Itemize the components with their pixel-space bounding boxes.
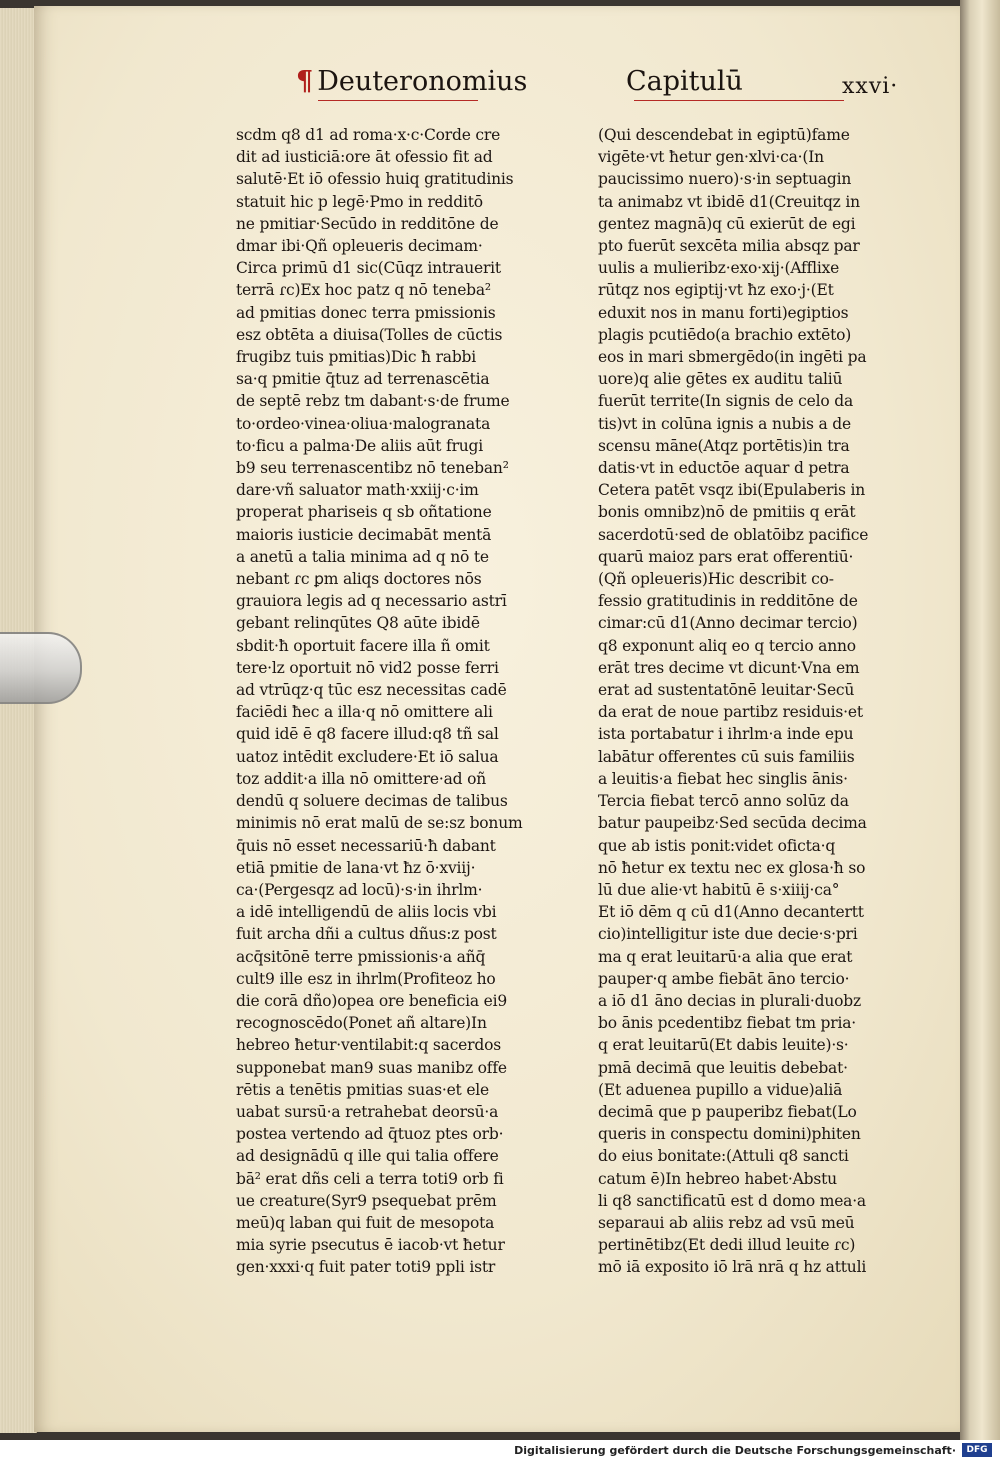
text-line: to·ficu a palma·De aliis aūt frugi: [236, 436, 484, 455]
text-line: rētis a tenētis pmitias suas·et ele: [236, 1080, 490, 1099]
page-clip: [0, 632, 82, 704]
rubric-rule-right: [634, 100, 844, 101]
text-line: ma q erat leuitarū·a alia que erat: [598, 947, 853, 966]
running-head-left: [296, 66, 527, 97]
text-line: postea vertendo ad q̄tuoz ptes orb·: [236, 1125, 504, 1144]
text-line: quid idē ē q8 facere illud:q8 tñ sal: [236, 725, 499, 744]
text-line: Cetera patēt vsqz ibi(Epulaberis in: [598, 481, 866, 500]
text-line: dit ad iusticiā:ore āt ofessio fit ad: [236, 148, 493, 167]
text-line: bā² erat dñs celi a terra toti9 orb fi: [236, 1169, 504, 1188]
text-line: terrā ɾc)Ex hoc patz q nō teneba²: [236, 281, 491, 300]
text-line: que ab istis ponit:videt oficta·q: [598, 836, 836, 855]
text-line: tis)vt in colūna ignis a nubis a de: [598, 414, 851, 433]
funding-credit: Digitalisierung gefördert durch die Deutsche Forschungsgemeinschaft·: [514, 1444, 956, 1457]
pilcrow-mark: ¶: [296, 66, 314, 97]
text-line: statuit hic p legē·Pmo in redditō: [236, 192, 483, 211]
chapter-title: Capitulū: [626, 66, 743, 97]
text-line: paucissimo nuero)·s·in septuagin: [598, 170, 852, 189]
text-line: uulis a mulieribz·exo·xij·(Afflixe: [598, 259, 840, 278]
text-line: uore)q alie gētes ex auditu taliū: [598, 370, 843, 389]
text-line: acq̄sitōnē terre pmissionis·a añq̄: [236, 947, 486, 966]
text-line: fuerūt territe(In signis de celo da: [598, 392, 854, 411]
text-line: pto fuerūt sexcēta milia absqz par: [598, 237, 860, 256]
text-line: dare·vñ saluator math·xxiij·c·im: [236, 481, 479, 500]
text-line: cult9 ille esz in ihrlm(Profiteoz ho: [236, 969, 496, 988]
text-line: etiā pmitie de lana·vt ħz ō·xviij·: [236, 858, 476, 877]
text-line: erat ad sustentatōnē leuitar·Secū: [598, 681, 855, 700]
rubric-rule-left: [318, 100, 478, 101]
text-line: bo ānis pcedentibz fiebat tm pria·: [598, 1014, 856, 1033]
text-line: grauiora legis ad q necessario astrī: [236, 592, 507, 611]
text-line: mia syrie psecutus ē iacob·vt ħetur: [236, 1236, 505, 1255]
text-line: datis·vt in eductōe aquar d petra: [598, 459, 850, 478]
text-line: uabat sursū·a retrahebat deorsū·a: [236, 1102, 499, 1121]
text-line: cio)intelligitur iste due decie·s·pri: [598, 925, 858, 944]
text-line: Tercia fiebat tercō anno solūz da: [598, 792, 849, 811]
text-line: pertinētibz(Et dedi illud leuite ɾc): [598, 1236, 856, 1255]
text-line: (Qñ opleueris)Hic describit co-: [598, 570, 834, 589]
text-line: fessio gratitudinis in redditōne de: [598, 592, 858, 611]
text-line: pmā decimā que leuitis debebat·: [598, 1058, 848, 1077]
page-edges: [0, 8, 37, 1433]
text-line: q̄uis nō esset necessariū·ħ dabant: [236, 836, 496, 855]
text-line: plagis pcutiēdo(a brachio extēto): [598, 325, 852, 344]
text-line: Et iō dēm q cū d1(Anno decantertt: [598, 903, 864, 922]
text-line: da erat de noue partibz residuis·et: [598, 703, 863, 722]
text-line: ad pmitias donec terra pmissionis: [236, 303, 496, 322]
text-line: salutē·Et iō ofessio huiq gratitudinis: [236, 170, 514, 189]
text-line: rūtqz nos egiptij·vt ħz exo·j·(Et: [598, 281, 834, 300]
text-line: toz addit·a illa nō omittere·ad oñ: [236, 769, 487, 788]
text-line: de septē rebz tm dabant·s·de frume: [236, 392, 510, 411]
text-column-right: [598, 124, 880, 1279]
text-line: scensu māne(Atqz portētis)in tra: [598, 436, 850, 455]
text-line: vigēte·vt ħetur gen·xlvi·ca·(In: [598, 148, 824, 167]
text-line: supponebat man9 suas manibz offe: [236, 1058, 507, 1077]
text-line: decimā que p pauperibz fiebat(Lo: [598, 1102, 857, 1121]
text-line: bonis omnibz)nō de pmitiis q erāt: [598, 503, 856, 522]
running-head-right: [626, 66, 743, 97]
gutter: [960, 0, 1000, 1440]
text-line: q8 exponunt aliq eo q tercio anno: [598, 636, 856, 655]
text-line: ista portabatur i ihrlm·a inde epu: [598, 725, 854, 744]
text-line: do eius bonitate:(Attuli q8 sancti: [598, 1147, 849, 1166]
text-line: maioris iusticie decimabāt mentā: [236, 525, 492, 544]
text-line: cimar:cū d1(Anno decimar tercio): [598, 614, 858, 633]
text-line: b9 seu terrenascentibz nō teneban²: [236, 459, 509, 478]
text-line: faciēdi ħec a illa·q nō omittere ali: [236, 703, 493, 722]
dfg-logo: DFG: [962, 1443, 992, 1457]
text-line: q erat leuitarū(Et dabis leuite)·s·: [598, 1036, 849, 1055]
text-column-left: [236, 124, 536, 1279]
text-line: ad vtrūqz·q tūc esz necessitas cadē: [236, 681, 507, 700]
text-line: eduxit nos in manu forti)egiptios: [598, 303, 849, 322]
text-line: tere·lz oportuit nō vid2 posse ferri: [236, 658, 499, 677]
text-line: hebreo ħetur·ventilabit:q sacerdos: [236, 1036, 501, 1055]
text-line: eos in mari sbmergēdo(in ingēti pa: [598, 348, 867, 367]
text-line: gen·xxxi·q fuit pater toti9 ppli istr: [236, 1258, 496, 1277]
text-line: a anetū a talia minima ad q nō te: [236, 547, 489, 566]
text-line: quarū maioz pars erat offerentiū·: [598, 547, 854, 566]
text-line: recognoscēdo(Ponet añ altare)In: [236, 1014, 487, 1033]
text-line: gebant relinqūtes Q8 aūte ibidē: [236, 614, 480, 633]
text-line: properat phariseis q sb oñtatione: [236, 503, 492, 522]
text-line: catum ē)In hebreo habet·Abstu: [598, 1169, 837, 1188]
text-line: nebant ɾc ꝑm aliqs doctores nōs: [236, 570, 482, 589]
text-line: lū due alie·vt habitū ē s·xiiij·ca°: [598, 880, 840, 899]
text-line: erāt tres decime vt dicunt·Vna em: [598, 658, 860, 677]
text-line: gentez magnā)q cū exierūt de egi: [598, 214, 856, 233]
text-line: fuit archa dñi a cultus dñus:z post: [236, 925, 497, 944]
text-line: frugibz tuis pmitias)Dic ħ rabbi: [236, 348, 477, 367]
text-line: ad designādū q ille qui talia offere: [236, 1147, 499, 1166]
text-line: meū)q laban qui fuit de mesopota: [236, 1213, 495, 1232]
text-line: ne pmitiar·Secūdo in redditōne de: [236, 214, 499, 233]
text-line: (Qui descendebat in egiptū)fame: [598, 126, 850, 144]
text-line: sa·q pmitie q̄tuz ad terrenascētia: [236, 370, 490, 389]
text-line: ue creature(Syr9 psequebat prēm: [236, 1191, 497, 1210]
text-line: dmar ibi·Qñ opleueris decimam·: [236, 237, 483, 256]
text-line: die corā dño)opea ore beneficia ei9: [236, 991, 508, 1010]
text-line: li q8 sanctificatū est d domo mea·a: [598, 1191, 866, 1210]
text-line: (Et aduenea pupillo a vidue)aliā: [598, 1080, 843, 1099]
book-title: Deuteronomius: [317, 66, 528, 97]
text-line: nō ħetur ex textu nec ex glosa·ħ so: [598, 858, 866, 877]
footer-bar: [0, 1440, 1000, 1461]
text-line: esz obtēta a diuisa(Tolles de cūctis: [236, 325, 503, 344]
text-line: a iō d1 āno decias in plurali·duobz: [598, 991, 861, 1010]
text-line: to·ordeo·vinea·oliua·malogranata: [236, 414, 491, 433]
text-line: minimis nō erat malū de se:sz bonum: [236, 814, 523, 833]
text-line: a leuitis·a fiebat hec singlis ānis·: [598, 769, 848, 788]
text-line: scdm q8 d1 ad roma·x·c·Corde cre: [236, 126, 501, 144]
text-line: batur paupeibz·Sed secūda decima: [598, 814, 867, 833]
text-line: a idē intelligendū de aliis locis vbi: [236, 903, 497, 922]
text-line: separaui ab aliis rebz ad vsū meū: [598, 1213, 855, 1232]
text-line: Circa primū d1 sic(Cūqz intrauerit: [236, 259, 501, 278]
text-line: labātur offerentes cū suis familiis: [598, 747, 855, 766]
text-line: mō iā exposito iō lrā nrā q hz attuli: [598, 1258, 867, 1277]
text-line: sacerdotū·sed de oblatōibz pacifice: [598, 525, 869, 544]
text-line: ta animabz vt ibidē d1(Creuitqz in: [598, 192, 860, 211]
text-line: sbdit·ħ oportuit facere illa ñ omit: [236, 636, 490, 655]
text-line: uatoz intēdit excludere·Et iō salua: [236, 747, 499, 766]
text-line: queris in conspectu domini)phiten: [598, 1125, 861, 1144]
text-line: dendū q soluere decimas de talibus: [236, 792, 508, 811]
text-line: pauper·q ambe fiebāt āno tercio·: [598, 969, 850, 988]
folio-number: xxvi·: [842, 74, 899, 99]
text-line: ca·(Pergesqz ad locū)·s·in ihrlm·: [236, 880, 483, 899]
